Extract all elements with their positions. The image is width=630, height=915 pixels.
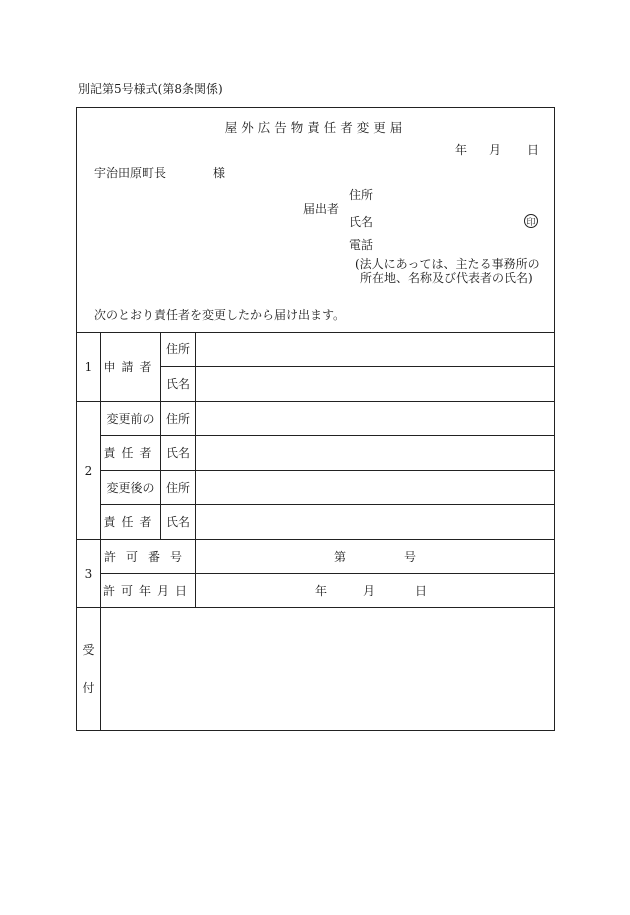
permit-date-field[interactable] — [196, 574, 554, 607]
receipt-char-2: 付 — [82, 681, 95, 695]
declaration-statement: 次のとおり責任者を変更したから届け出ます。 — [94, 308, 346, 322]
before-responsible-label-line2: 責任者 — [103, 446, 158, 460]
permit-number-suffix: 号 — [404, 549, 417, 564]
permit-date-label: 許可年月日 — [102, 583, 193, 598]
seal-icon: 印 — [524, 214, 538, 228]
section-number: 3 — [84, 566, 93, 581]
form-number-label: 別記第5号様式(第8条関係) — [78, 82, 223, 96]
notifier-name-label: 氏名 — [349, 215, 374, 229]
before-name-label: 氏名 — [165, 446, 190, 460]
applicant-address-label: 住所 — [165, 342, 190, 356]
notifier-label: 届出者 — [303, 202, 340, 216]
permit-number-prefix: 第 — [333, 549, 346, 564]
receipt-char-1: 受 — [82, 643, 95, 657]
permit-number-label: 許可番号 — [103, 549, 192, 564]
form-title: 屋外広告物責任者変更届 — [224, 120, 407, 135]
corporate-note-line2: 所在地、名称及び代表者の氏名) — [360, 271, 533, 285]
form-header — [77, 108, 554, 333]
permit-number-field[interactable] — [196, 540, 554, 573]
after-address-field[interactable] — [196, 471, 554, 504]
after-name-label: 氏名 — [165, 515, 190, 529]
after-responsible-label-line2: 責任者 — [103, 515, 158, 529]
permit-date-month: 月 — [362, 583, 375, 598]
receipt-stamp-area[interactable] — [101, 608, 554, 730]
corporate-note-line1: (法人にあっては、主たる事務所の — [355, 257, 540, 271]
addressee: 宇治田原町長 — [94, 166, 167, 180]
before-address-label: 住所 — [165, 411, 190, 426]
permit-date-year: 年 — [314, 583, 327, 598]
submission-date[interactable] — [437, 144, 539, 156]
date-day: 日 — [526, 143, 539, 157]
honorific: 様 — [213, 166, 226, 180]
section-number: 2 — [84, 463, 93, 478]
after-address-label: 住所 — [165, 480, 190, 495]
permit-date-day: 日 — [415, 583, 428, 598]
before-responsible-label-line1: 変更前の — [106, 411, 155, 426]
applicant-address-field[interactable] — [196, 332, 554, 366]
date-month: 月 — [488, 143, 501, 157]
date-year: 年 — [454, 143, 467, 157]
after-name-field[interactable] — [196, 505, 554, 539]
applicant-name-label: 氏名 — [165, 377, 190, 391]
applicant-name-field[interactable] — [196, 367, 554, 401]
notification-form — [76, 107, 555, 731]
notifier-address-label: 住所 — [349, 188, 374, 202]
after-responsible-label-line1: 変更後の — [106, 480, 155, 495]
receipt-label — [77, 608, 100, 730]
applicant-label: 申請者 — [103, 359, 158, 374]
before-address-field[interactable] — [196, 402, 554, 435]
notifier-phone-label: 電話 — [349, 238, 374, 252]
before-name-field[interactable] — [196, 436, 554, 470]
section-number: 1 — [84, 359, 93, 374]
